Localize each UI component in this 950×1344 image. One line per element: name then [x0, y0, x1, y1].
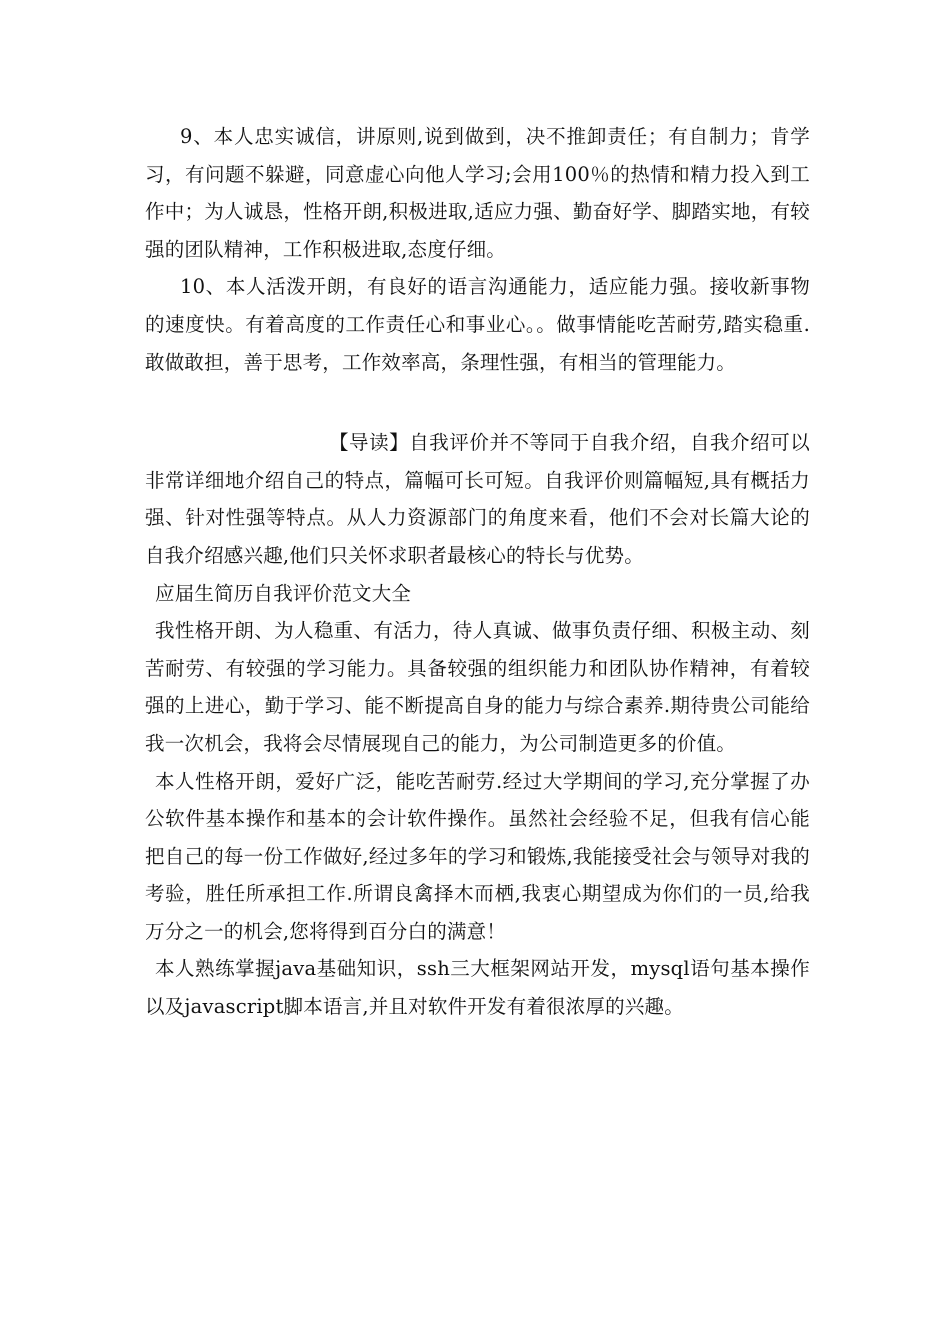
paragraph-gap: [145, 381, 810, 424]
document-page: [145, 118, 810, 1026]
sample-paragraph-2: 本人性格开朗，爱好广泛，能吃苦耐劳.经过大学期间的学习,充分掌握了办公软件基本操作和基本的会计软件操作。虽然社会经验不足，但我有信心能把自己的每一份工作做好,经过多年的学习和锻炼,我能接受社会与领导对我的考验，胜任所承担工作.所谓良禽择木而栖,我衷心期望成为你们的一员,给我万分之一的机会,您将得到百分白的满意！: [145, 769, 810, 943]
sample-paragraph-1: 我性格开朗、为人稳重、有活力，待人真诚、做事负责仔细、积极主动、刻苦耐劳、有较强的学习能力。具备较强的组织能力和团队协作精神，有着较强的上进心，勤于学习、能不断提高自身的能力与综合素养.期待贵公司能给我一次机会，我将会尽情展现自己的能力，为公司制造更多的价值。: [145, 619, 810, 755]
paragraph-10: 10、本人活泼开朗，有良好的语言沟通能力，适应能力强。接收新事物的速度快。有着高度的工作责任心和事业心。。做事情能吃苦耐劳,踏实稳重.敢做敢担，善于思考，工作效率高，条理性强，有相当的管理能力。: [145, 275, 810, 374]
sample-paragraph-3: 本人熟练掌握java基础知识，ssh三大框架网站开发，mysql语句基本操作以及javascript脚本语言,并且对软件开发有着很浓厚的兴趣。: [145, 957, 810, 1019]
section-heading: 应届生简历自我评价范文大全: [155, 581, 412, 605]
paragraph-9: 9、本人忠实诚信，讲原则,说到做到，决不推卸责任；有自制力；肯学习，有问题不躲避，同意虚心向他人学习;会用100％的热情和精力投入到工作中；为人诚恳，性格开朗,积极进取,适应力强、勤奋好学、脚踏实地，有较强的团队精神，工作积极进取,态度仔细。: [145, 125, 810, 261]
intro-paragraph: 【导读】自我评价并不等同于自我介绍，自我介绍可以非常详细地介绍自己的特点，篇幅可长可短。自我评价则篇幅短,具有概括力强、针对性强等特点。从人力资源部门的角度来看，他们不会对长篇大论的自我介绍感兴趣,他们只关怀求职者最核心的特长与优势。: [145, 431, 810, 567]
